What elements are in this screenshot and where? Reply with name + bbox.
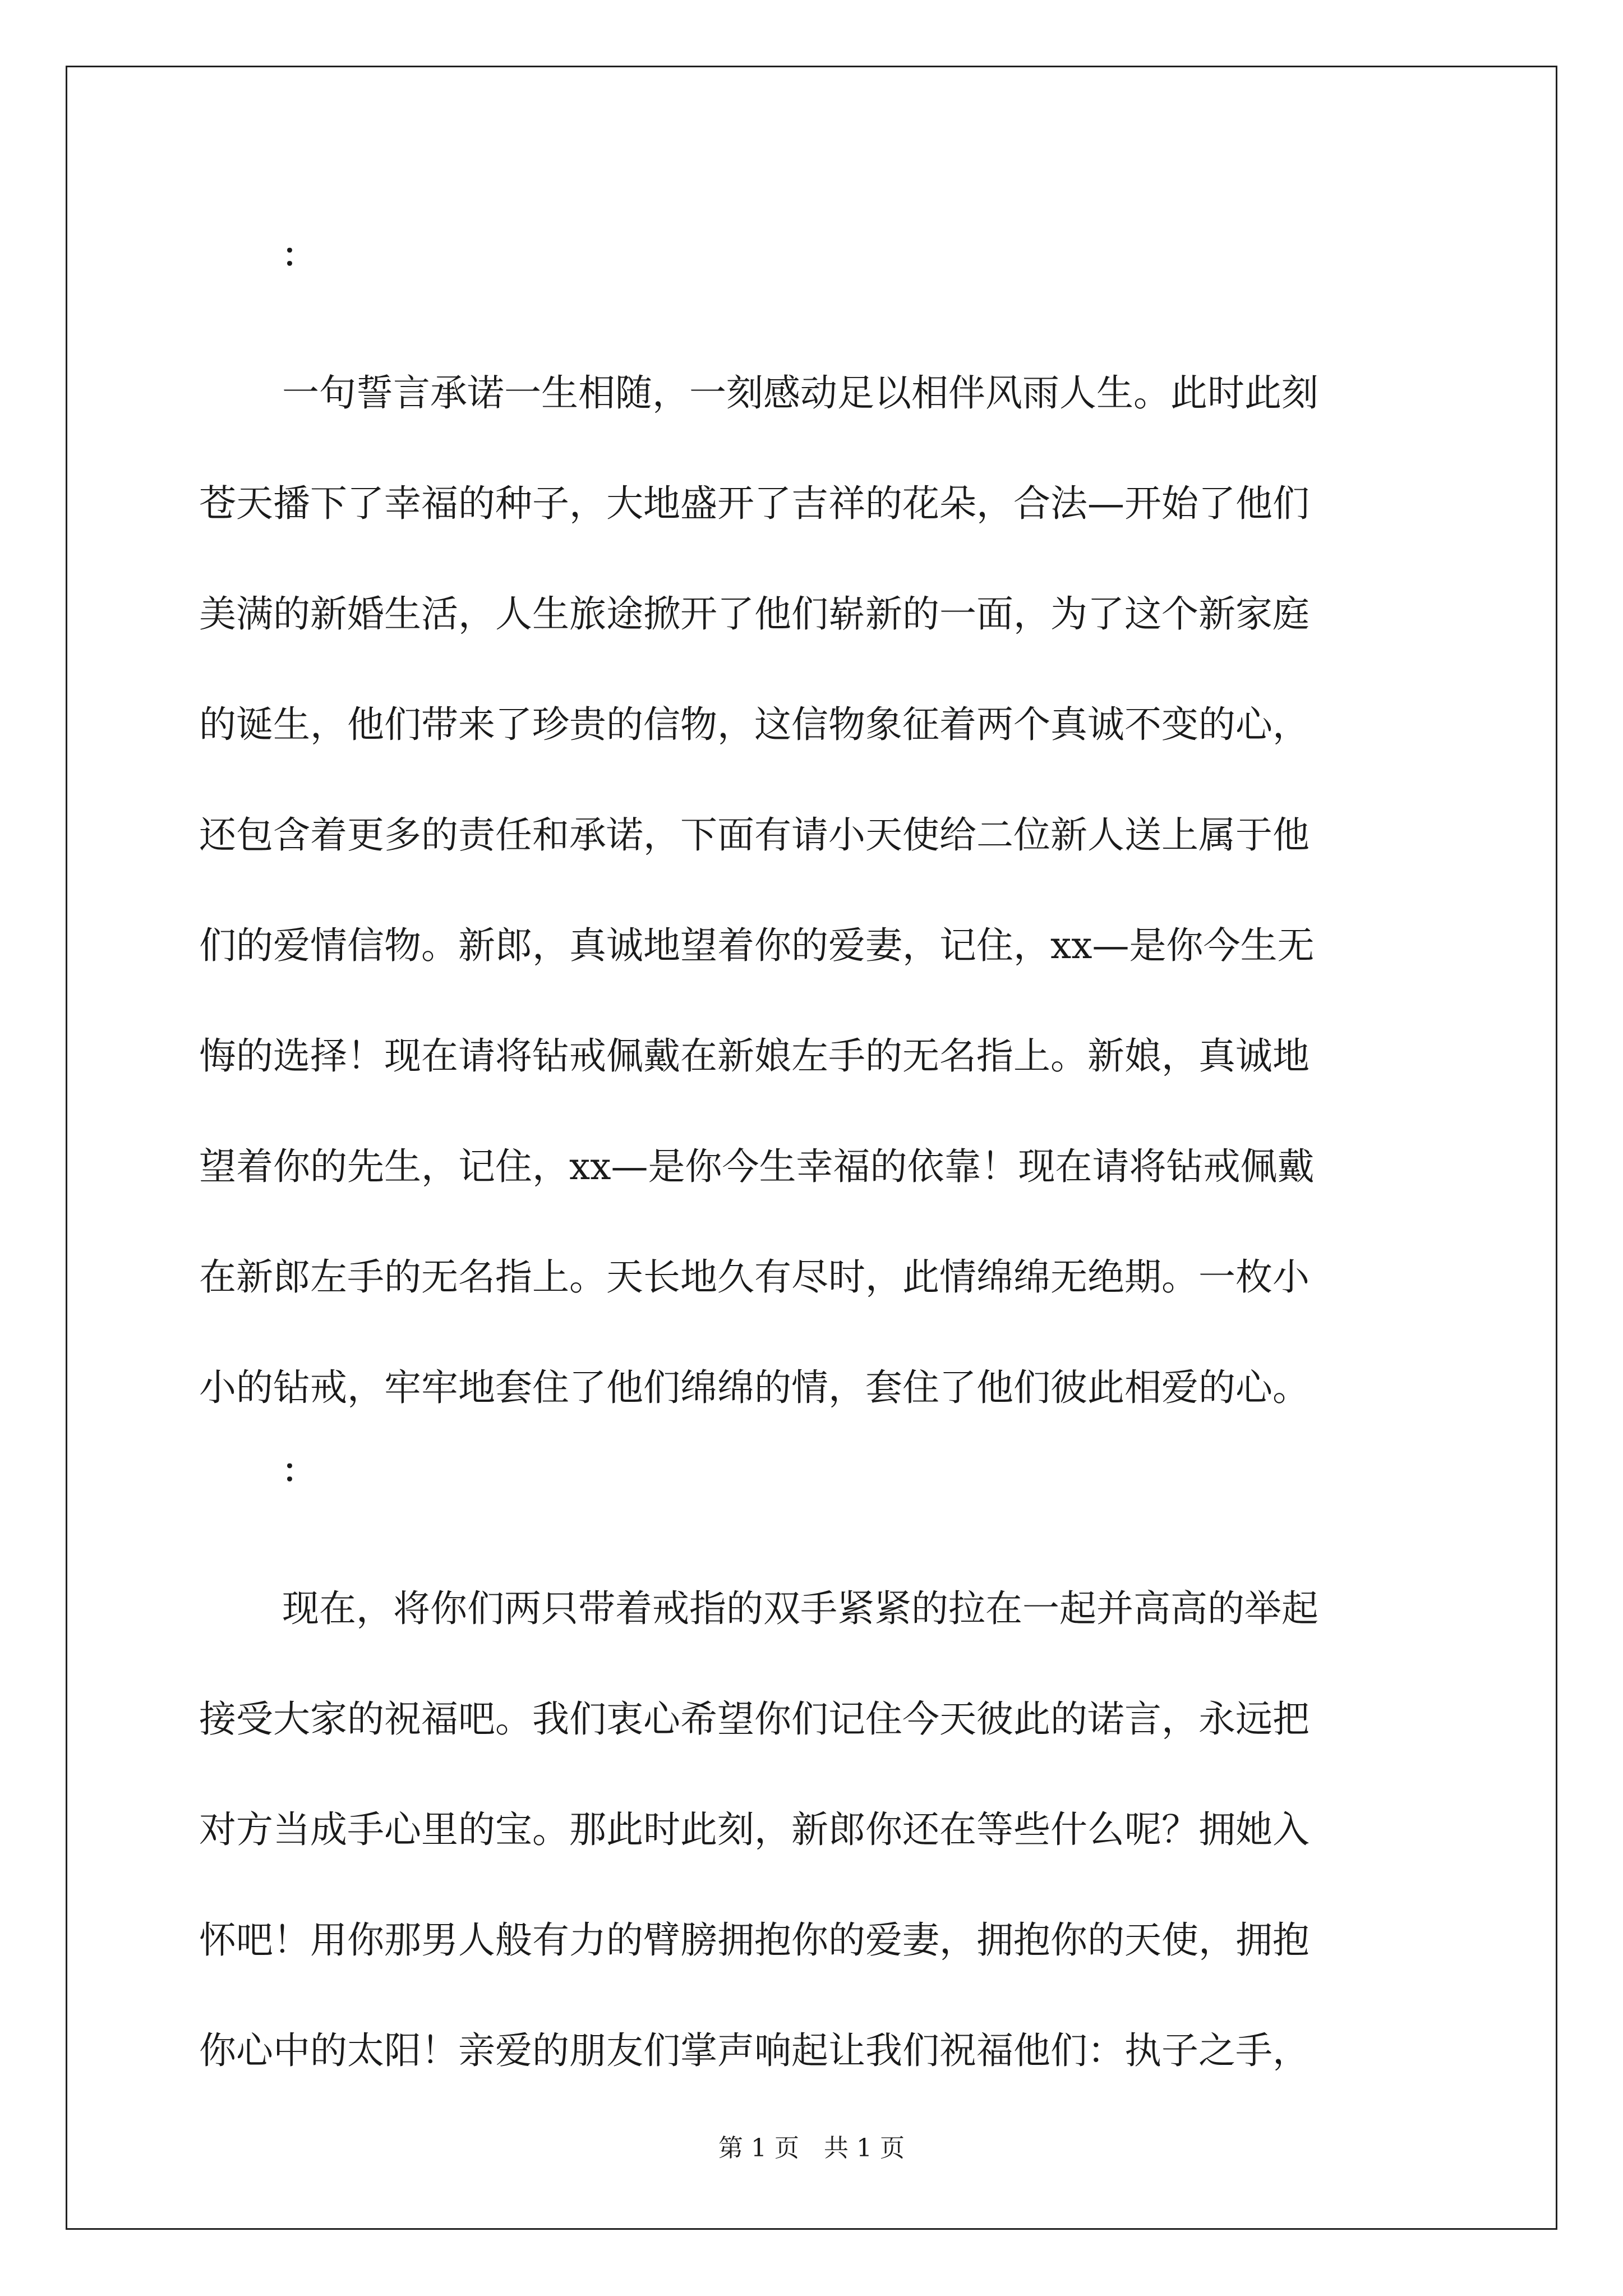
paragraph-line: 小的钻戒，牢牢地套住了他们绵绵的情，套住了他们彼此相爱的心。 [199,1366,1310,1409]
paragraph-line: 还包含着更多的责任和承诺，下面有请小天使给二位新人送上属于他 [199,813,1310,857]
paragraph-line: 望着你的先生，记住，xx—是你今生幸福的依靠！现在请将钻戒佩戴 [199,1145,1315,1188]
paragraph-line: 美满的新婚生活，人生旅途掀开了他们崭新的一面，为了这个新家庭 [199,592,1310,636]
paragraph-line: 怀吧！用你那男人般有力的臂膀拥抱你的爱妻，拥抱你的天使，拥抱 [199,1918,1310,1962]
paragraph-line: 们的爱情信物。新郎，真诚地望着你的爱妻，记住，xx—是你今生无 [199,924,1315,967]
section-colon-2: ： [282,1452,315,1490]
document-body [199,227,1424,2106]
paragraph-line: 你心中的太阳！亲爱的朋友们掌声响起让我们祝福他们：执子之手， [199,2029,1310,2072]
paragraph-2 [199,1553,1424,2106]
paragraph-line: 接受大家的祝福吧。我们衷心希望你们记住今天彼此的诺言，永远把 [199,1697,1310,1741]
paragraph-line: 在新郎左手的无名指上。天长地久有尽时，此情绵绵无绝期。一枚小 [199,1255,1310,1299]
paragraph-line: 悔的选择！现在请将钻戒佩戴在新娘左手的无名指上。新娘，真诚地 [199,1034,1310,1078]
paragraph-1 [199,338,1424,1443]
page-footer: 第 1 页 共 1 页 [718,2134,905,2162]
paragraph-line: 苍天播下了幸福的种子，大地盛开了吉祥的花朵，合法—开始了他们 [199,482,1310,525]
paragraph-line: 对方当成手心里的宝。那此时此刻，新郎你还在等些什么呢？拥她入 [199,1808,1310,1851]
paragraph-line: 的诞生，他们带来了珍贵的信物，这信物象征着两个真诚不变的心， [199,703,1310,746]
section-colon-1: ： [282,236,315,274]
paragraph-line: 现在，将你们两只带着戒指的双手紧紧的拉在一起并高高的举起 [282,1587,1318,1630]
paragraph-line: 一句誓言承诺一生相随，一刻感动足以相伴风雨人生。此时此刻 [282,371,1318,415]
